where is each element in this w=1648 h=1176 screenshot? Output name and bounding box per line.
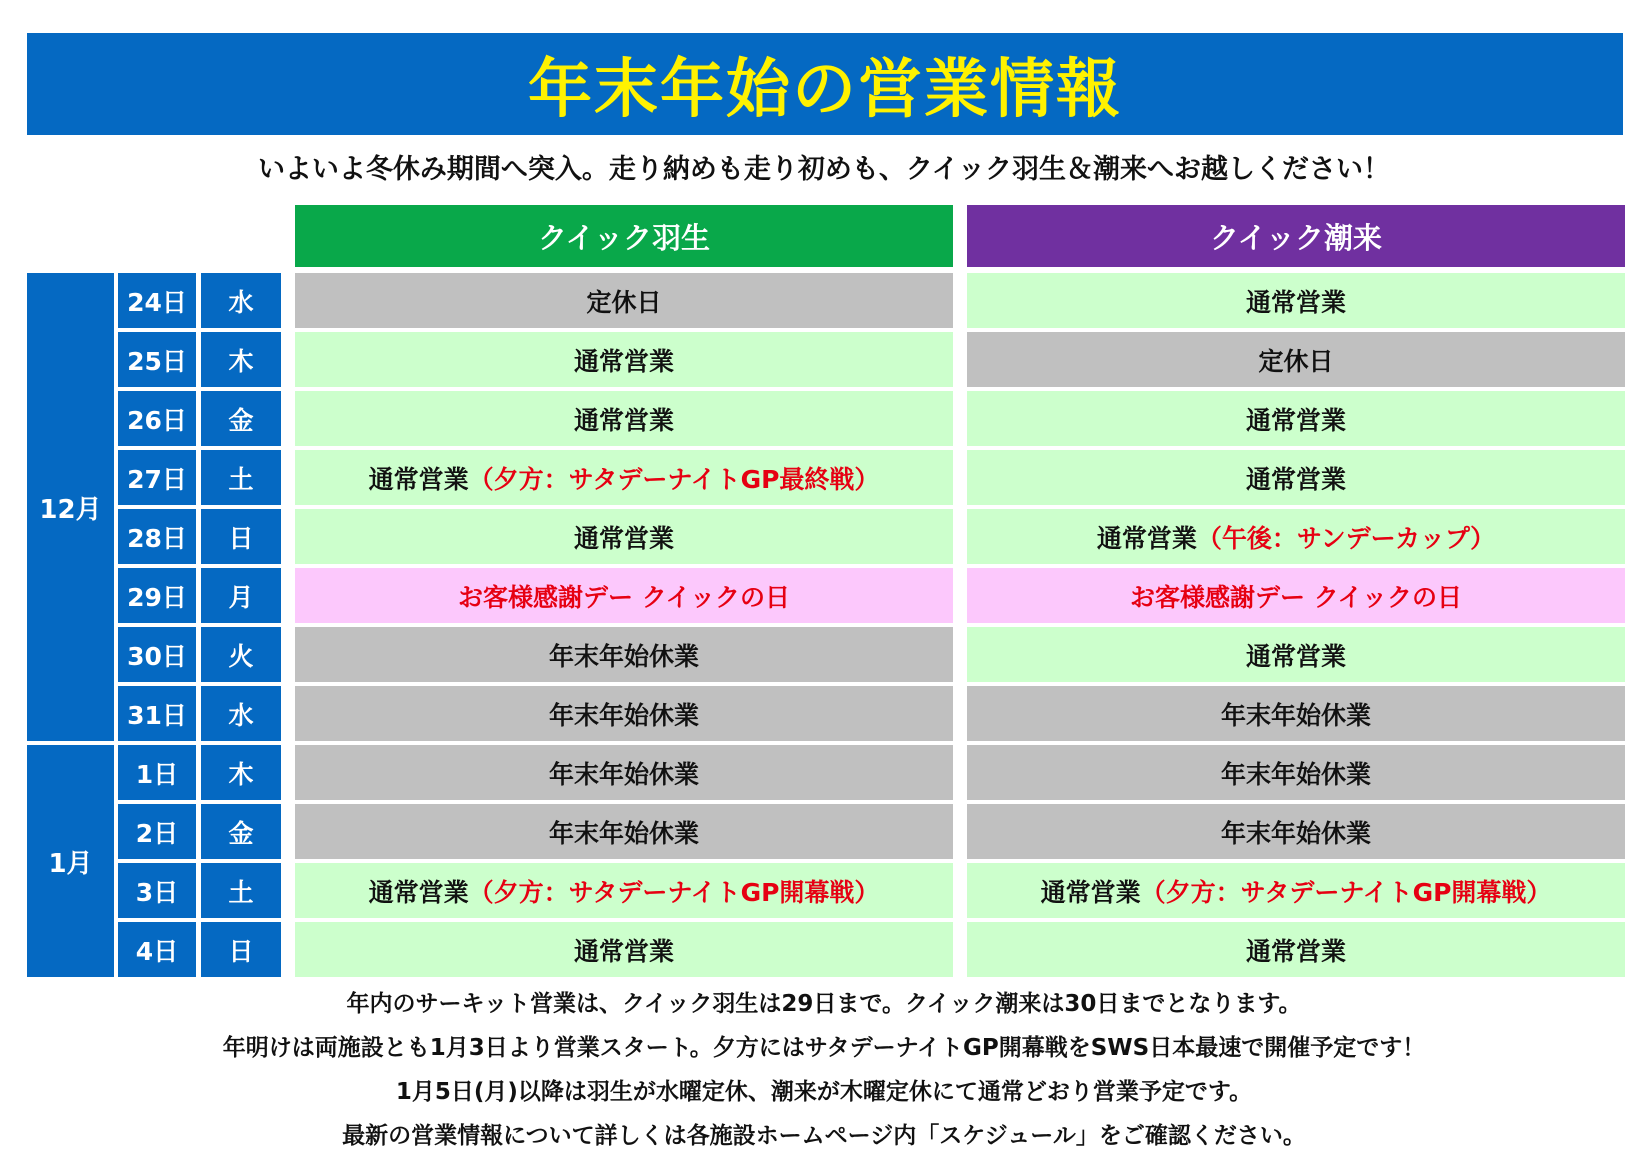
weekday-cell: 金 xyxy=(201,391,281,446)
date-cell: 27日 xyxy=(118,450,196,505)
hanyu-status-cell xyxy=(295,627,953,682)
status-text: 通常営業 xyxy=(573,523,674,553)
hanyu-status-cell xyxy=(295,273,953,328)
itako-status-cell xyxy=(967,332,1625,387)
status-text: 通常営業 xyxy=(368,877,469,907)
footer-line: 最新の営業情報について詳しくは各施設ホームページ内「スケジュール」をご確認ください。 xyxy=(342,1123,1306,1149)
hanyu-status-cell xyxy=(295,686,953,741)
status-text: 年末年始休業 xyxy=(1220,700,1371,730)
date-cell: 31日 xyxy=(118,686,196,741)
itako-status-cell xyxy=(967,391,1625,446)
status-text: 通常営業 xyxy=(1245,936,1346,966)
status-text: 年末年始休業 xyxy=(548,759,699,789)
date-cell: 24日 xyxy=(118,273,196,328)
hanyu-status-cell xyxy=(295,332,953,387)
status-note: （夕方：サタデーナイトGP開幕戦） xyxy=(468,877,880,907)
weekday-cell: 火 xyxy=(201,627,281,682)
itako-status-cell xyxy=(967,627,1625,682)
status-text: 年末年始休業 xyxy=(548,641,699,671)
itako-status-cell xyxy=(967,273,1625,328)
itako-status-cell xyxy=(967,745,1625,800)
hanyu-status-cell xyxy=(295,804,953,859)
status-text: 通常営業 xyxy=(368,464,469,494)
month-label: 12月 xyxy=(27,273,114,741)
footer-line: 年内のサーキット営業は、クイック羽生は29日まで。クイック潮来は30日までとなります。 xyxy=(346,991,1302,1017)
footer-line: 年明けは両施設とも1月3日より営業スタート。夕方にはサタデーナイトGP開幕戦をSWS日本最速で開催予定です！ xyxy=(222,1035,1426,1061)
date-cell: 3日 xyxy=(118,863,196,918)
status-text: 年末年始休業 xyxy=(548,818,699,848)
itako-status-cell xyxy=(967,863,1625,918)
month-label: 1月 xyxy=(27,745,114,977)
weekday-cell: 木 xyxy=(201,332,281,387)
subtitle: いよいよ冬休み期間へ突入。走り納めも走り初めも、クイック羽生＆潮来へお越しください！ xyxy=(257,154,1391,185)
date-cell: 2日 xyxy=(118,804,196,859)
date-cell: 28日 xyxy=(118,509,196,564)
hanyu-status-cell xyxy=(295,568,953,623)
hanyu-status-cell xyxy=(295,391,953,446)
hanyu-status-cell xyxy=(295,450,953,505)
hanyu-status-cell xyxy=(295,745,953,800)
itako-status-cell xyxy=(967,568,1625,623)
weekday-cell: 土 xyxy=(201,450,281,505)
date-cell: 26日 xyxy=(118,391,196,446)
column-header-itako: クイック潮来 xyxy=(967,205,1625,267)
weekday-cell: 木 xyxy=(201,745,281,800)
status-note: （夕方：サタデーナイトGP最終戦） xyxy=(468,464,880,494)
date-cell: 29日 xyxy=(118,568,196,623)
status-text: 通常営業 xyxy=(1096,523,1197,553)
weekday-cell: 金 xyxy=(201,804,281,859)
status-text: 通常営業 xyxy=(1245,641,1346,671)
weekday-cell: 水 xyxy=(201,273,281,328)
itako-status-cell xyxy=(967,922,1625,977)
itako-status-cell xyxy=(967,450,1625,505)
date-cell: 1日 xyxy=(118,745,196,800)
status-text: 通常営業 xyxy=(573,346,674,376)
status-text: 定休日 xyxy=(586,287,662,317)
status-text: 通常営業 xyxy=(1245,287,1346,317)
status-text: 年末年始休業 xyxy=(1220,818,1371,848)
status-text: お客様感謝デー クイックの日 xyxy=(1130,582,1462,612)
status-text: 通常営業 xyxy=(1245,405,1346,435)
date-cell: 4日 xyxy=(118,922,196,977)
itako-status-cell xyxy=(967,804,1625,859)
weekday-cell: 日 xyxy=(201,509,281,564)
status-text: 通常営業 xyxy=(573,405,674,435)
column-header-hanyu: クイック羽生 xyxy=(295,205,953,267)
page-title: 年末年始の営業情報 xyxy=(27,33,1623,135)
date-cell: 25日 xyxy=(118,332,196,387)
status-text: 年末年始休業 xyxy=(1220,759,1371,789)
weekday-cell: 土 xyxy=(201,863,281,918)
itako-status-cell xyxy=(967,509,1625,564)
date-cell: 30日 xyxy=(118,627,196,682)
hanyu-status-cell xyxy=(295,922,953,977)
weekday-cell: 日 xyxy=(201,922,281,977)
status-text: 通常営業 xyxy=(573,936,674,966)
status-text: 通常営業 xyxy=(1040,877,1141,907)
hanyu-status-cell xyxy=(295,509,953,564)
status-text: お客様感謝デー クイックの日 xyxy=(458,582,790,612)
footer-line: 1月5日(月)以降は羽生が水曜定休、潮来が木曜定休にて通常どおり営業予定です。 xyxy=(395,1079,1253,1105)
weekday-cell: 月 xyxy=(201,568,281,623)
status-text: 通常営業 xyxy=(1245,464,1346,494)
weekday-cell: 水 xyxy=(201,686,281,741)
status-text: 年末年始休業 xyxy=(548,700,699,730)
hanyu-status-cell xyxy=(295,863,953,918)
itako-status-cell xyxy=(967,686,1625,741)
status-text: 定休日 xyxy=(1258,346,1334,376)
status-note: （夕方：サタデーナイトGP開幕戦） xyxy=(1140,877,1552,907)
status-note: （午後：サンデーカップ） xyxy=(1196,523,1496,553)
